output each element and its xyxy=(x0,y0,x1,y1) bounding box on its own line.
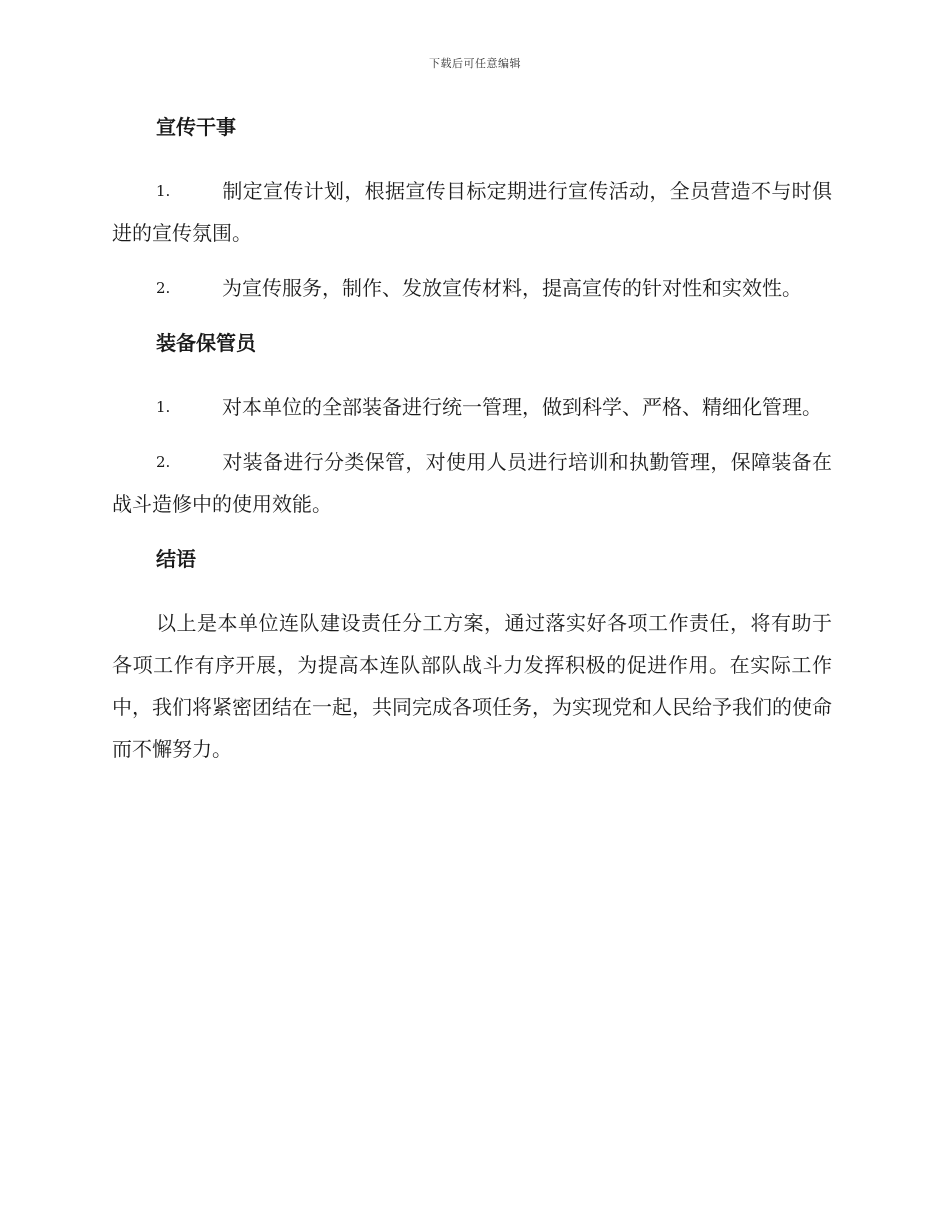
item-number: 1. xyxy=(156,182,171,200)
section-title-equipment: 装备保管员 xyxy=(156,331,256,355)
list-item xyxy=(112,441,832,525)
item-text: 为宣传服务，制作、发放宣传材料，提高宣传的针对性和实效性。 xyxy=(222,276,802,300)
list-item xyxy=(112,170,832,254)
list-item xyxy=(112,386,832,428)
conclusion-paragraph: 以上是本单位连队建设责任分工方案，通过落实好各项工作责任，将有助于各项工作有序开展，为提高本连队部队战斗力发挥积极的促进作用。在实际工作中，我们将紧密团结在一起，共同完成各项任务，为实现党和人民给予我们的使命而不懈努力。 xyxy=(112,611,832,761)
list-item xyxy=(112,267,832,309)
section-title-conclusion: 结语 xyxy=(156,547,196,571)
item-text: 对本单位的全部装备进行统一管理，做到科学、严格、精细化管理。 xyxy=(222,395,822,419)
item-number: 2. xyxy=(156,453,171,471)
item-text: 对装备进行分类保管，对使用人员进行培训和执勤管理，保障装备在战斗造修中的使用效能。 xyxy=(112,450,832,516)
document-body xyxy=(112,106,832,770)
item-text: 制定宣传计划，根据宣传目标定期进行宣传活动，全员营造不与时俱进的宣传氛围。 xyxy=(112,179,832,245)
header-note: 下载后可任意编辑 xyxy=(429,57,521,70)
section-title-publicity: 宣传干事 xyxy=(156,115,236,139)
item-number: 1. xyxy=(156,398,171,416)
item-number: 2. xyxy=(156,279,171,297)
